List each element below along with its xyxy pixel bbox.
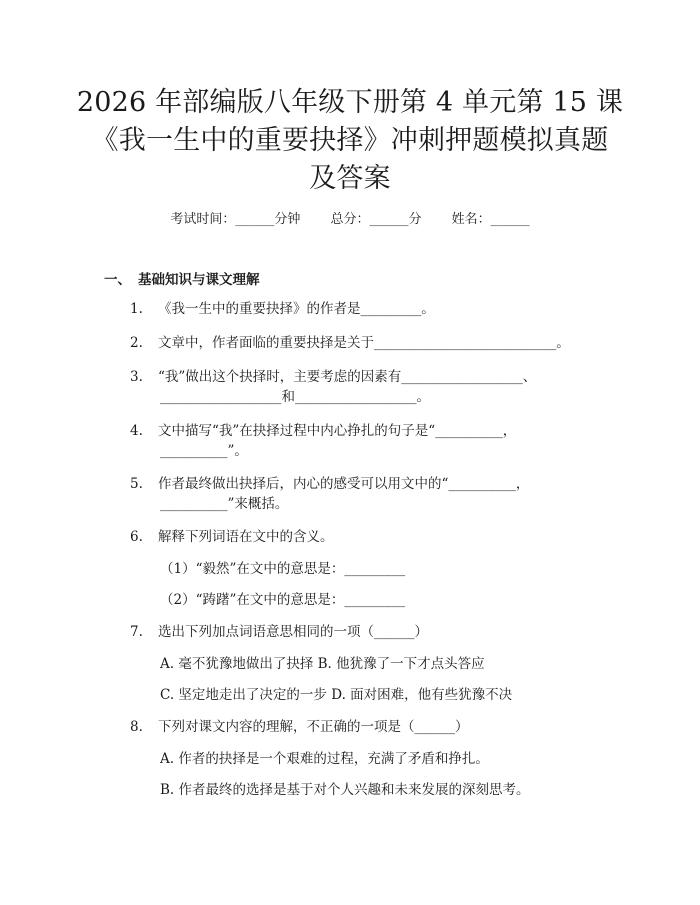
question-6-item-2: （2）“踌躇”在文中的意思是：_________: [160, 592, 406, 608]
question-text: 解释下列词语在文中的含义。: [158, 529, 334, 545]
question-7: [130, 619, 428, 645]
question-3-line-2: __________________和__________________。: [160, 389, 430, 405]
title-line-2: 《我一生中的重要抉择》冲刺押题模拟真题: [91, 125, 609, 156]
question-text-line-1: 作者最终做出抉择后，内心的感受可以用文中的“__________，: [158, 476, 530, 492]
section-title: 基础知识与课文理解: [138, 272, 260, 288]
question-7-options-cd: C. 坚定地走出了决定的一步 D. 面对困难，他有些犹豫不决: [160, 687, 513, 703]
question-7-options-ab: A. 毫不犹豫地做出了抉择 B. 他犹豫了一下才点头答应: [160, 656, 485, 672]
question-number: 4.: [130, 423, 143, 439]
section-number: 一、: [104, 272, 131, 288]
question-text: 下列对课文内容的理解，不正确的一项是（______）: [158, 719, 469, 735]
question-number: 8.: [130, 719, 143, 735]
question-text: 《我一生中的重要抉择》的作者是_________。: [158, 301, 435, 317]
question-8-option-b: B. 作者最终的选择是基于对个人兴趣和未来发展的深刻思考。: [160, 782, 530, 798]
question-4-line-2: __________”。: [160, 443, 248, 459]
question-number: 6.: [130, 529, 143, 545]
section-heading: [104, 268, 260, 288]
question-text: 选出下列加点词语意思相同的一项（______）: [158, 624, 428, 640]
question-6: [130, 524, 334, 550]
question-5-line-2: __________”来概括。: [160, 496, 289, 512]
question-6-item-1: （1）“毅然”在文中的意思是：_________: [160, 561, 406, 577]
exam-name: 姓名：______: [451, 212, 530, 227]
title-line-1: 2026 年部编版八年级下册第 4 单元第 15 课: [76, 87, 624, 118]
title-line-3: 及答案: [309, 163, 391, 194]
question-1: [130, 296, 435, 322]
question-number: 5.: [130, 476, 143, 492]
exam-total-score: 总分：______分: [330, 212, 422, 227]
exam-info: [0, 208, 700, 227]
question-2: [130, 330, 570, 356]
question-text: 文章中，作者面临的重要抉择是关于___________________________。: [158, 335, 570, 351]
question-text-line-1: “我”做出这个抉择时，主要考虑的因素有__________________、: [158, 369, 537, 385]
question-number: 3.: [130, 369, 143, 385]
exam-time: 考试时间：______分钟: [170, 212, 301, 227]
question-text-line-1: 文中描写“我”在抉择过程中内心挣扎的句子是“__________，: [158, 423, 517, 439]
question-8-option-a: A. 作者的抉择是一个艰难的过程，充满了矛盾和挣扎。: [160, 751, 489, 767]
question-number: 7.: [130, 624, 143, 640]
question-8: [130, 714, 469, 740]
question-number: 1.: [130, 301, 143, 317]
question-number: 2.: [130, 335, 143, 351]
